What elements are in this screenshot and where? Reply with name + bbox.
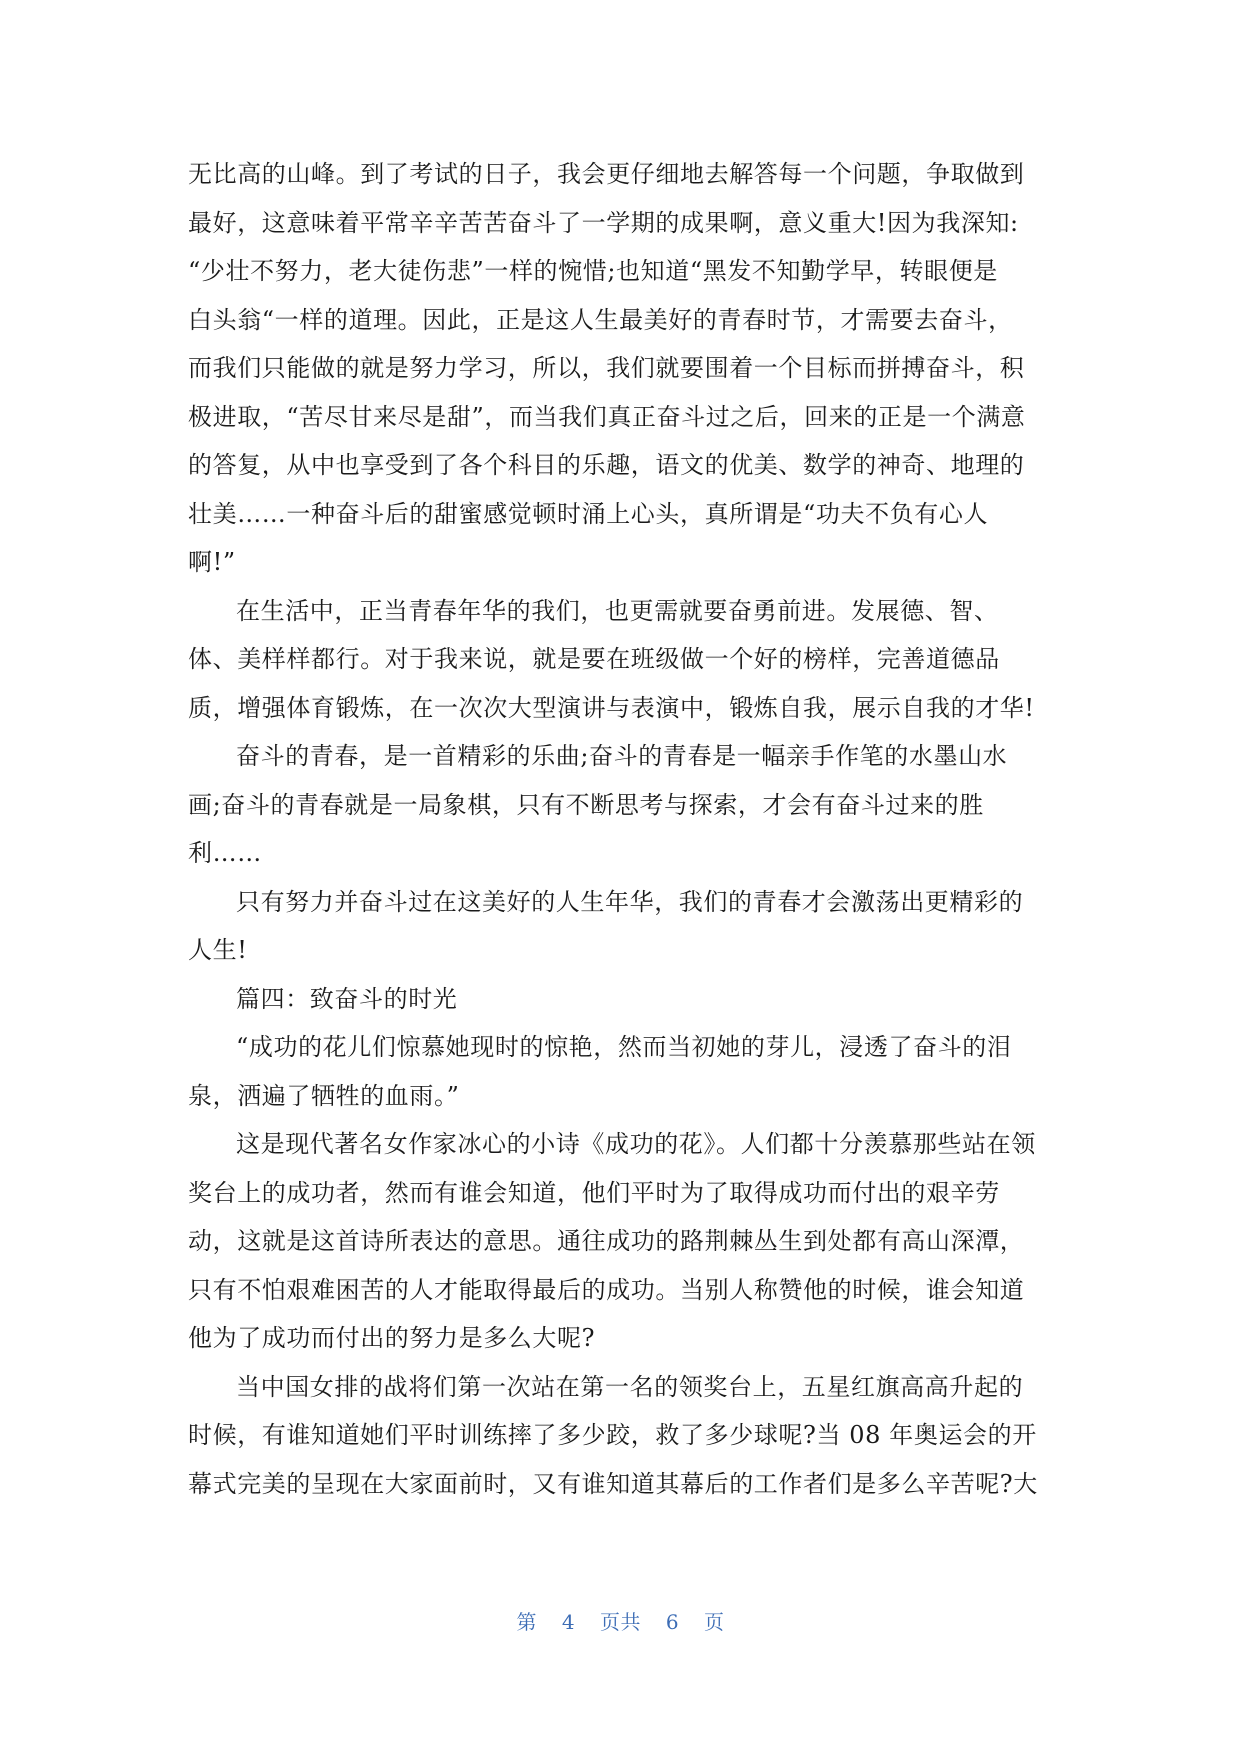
footer-prefix: 第 (516, 1610, 538, 1634)
text-line: 利…… (188, 839, 262, 867)
text-line: 人生! (188, 936, 248, 964)
text-line: 这是现代著名女作家冰心的小诗《成功的花》。人们都十分羡慕那些站在领 (236, 1130, 1036, 1158)
text-line: 奋斗的青春，是一首精彩的乐曲;奋斗的青春是一幅亲手作笔的水墨山水 (236, 742, 1008, 770)
text-line: “少壮不努力，老大徒伤悲”一样的惋惜;也知道“黑发不知勤学早，转眼便是 (188, 257, 998, 285)
footer-total-pages: 6 (665, 1610, 680, 1634)
text-line: 的答复，从中也享受到了各个科目的乐趣，语文的优美、数学的神奇、地理的 (188, 451, 1025, 479)
text-line: 最好，这意味着平常辛辛苦苦奋斗了一学期的成果啊，意义重大!因为我深知: (188, 208, 1019, 237)
footer-suffix: 页 (703, 1610, 725, 1634)
text-line: 啊!” (188, 548, 236, 576)
text-line: 只有努力并奋斗过在这美好的人生年华，我们的青春才会激荡出更精彩的 (236, 887, 1024, 916)
text-line: 泉，洒遍了牺牲的血雨。” (188, 1081, 460, 1110)
text-line: 而我们只能做的就是努力学习，所以，我们就要围着一个目标而拼搏奋斗，积 (188, 354, 1025, 382)
text-line: 壮美……一种奋斗后的甜蜜感觉顿时涌上心头，真所谓是“功夫不负有心人 (188, 499, 989, 528)
text-line: 画;奋斗的青春就是一局象棋，只有不断思考与探索，才会有奋斗过来的胜 (188, 790, 984, 819)
text-line: 在生活中，正当青春年华的我们，也更需就要奋勇前进。发展德、智、 (236, 596, 999, 625)
text-line: 体、美样样都行。对于我来说，就是要在班级做一个好的榜样，完善道德品 (188, 645, 1000, 673)
text-line: 白头翁“一样的道理。因此，正是这人生最美好的青春时节，才需要去奋斗， (188, 305, 1013, 334)
document-body (188, 150, 1056, 1508)
text-line: 奖台上的成功者，然而有谁会知道，他们平时为了取得成功而付出的艰辛劳 (188, 1178, 1000, 1207)
text-line: 幕式完美的呈现在大家面前时，又有谁知道其幕后的工作者们是多么辛苦呢?大 (188, 1469, 1038, 1498)
text-line: 篇四：致奋斗的时光 (236, 984, 458, 1013)
text-line: 动，这就是这首诗所表达的意思。通往成功的路荆棘丛生到处都有高山深潭， (188, 1227, 1025, 1255)
footer-middle: 页共 (600, 1610, 641, 1634)
page-footer (0, 1606, 1241, 1635)
text-line: 他为了成功而付出的努力是多么大呢? (188, 1324, 596, 1352)
text-line: 时候，有谁知道她们平时训练摔了多少跤，救了多少球呢?当 08 年奥运会的开 (188, 1421, 1037, 1449)
text-line: 无比高的山峰。到了考试的日子，我会更仔细地去解答每一个问题，争取做到 (188, 160, 1025, 188)
text-line: 极进取，“苦尽甘来尽是甜”，而当我们真正奋斗过之后，回来的正是一个满意 (188, 402, 1026, 431)
text-line: 只有不怕艰难困苦的人才能取得最后的成功。当别人称赞他的时候，谁会知道 (188, 1275, 1025, 1304)
text-line: “成功的花儿们惊慕她现时的惊艳，然而当初她的芽儿，浸透了奋斗的泪 (236, 1033, 1012, 1061)
text-line: 当中国女排的战将们第一次站在第一名的领奖台上，五星红旗高高升起的 (236, 1372, 1024, 1401)
text-line: 质，增强体育锻炼，在一次次大型演讲与表演中，锻炼自我，展示自我的才华! (188, 693, 1035, 722)
footer-page-number: 4 (561, 1610, 576, 1634)
